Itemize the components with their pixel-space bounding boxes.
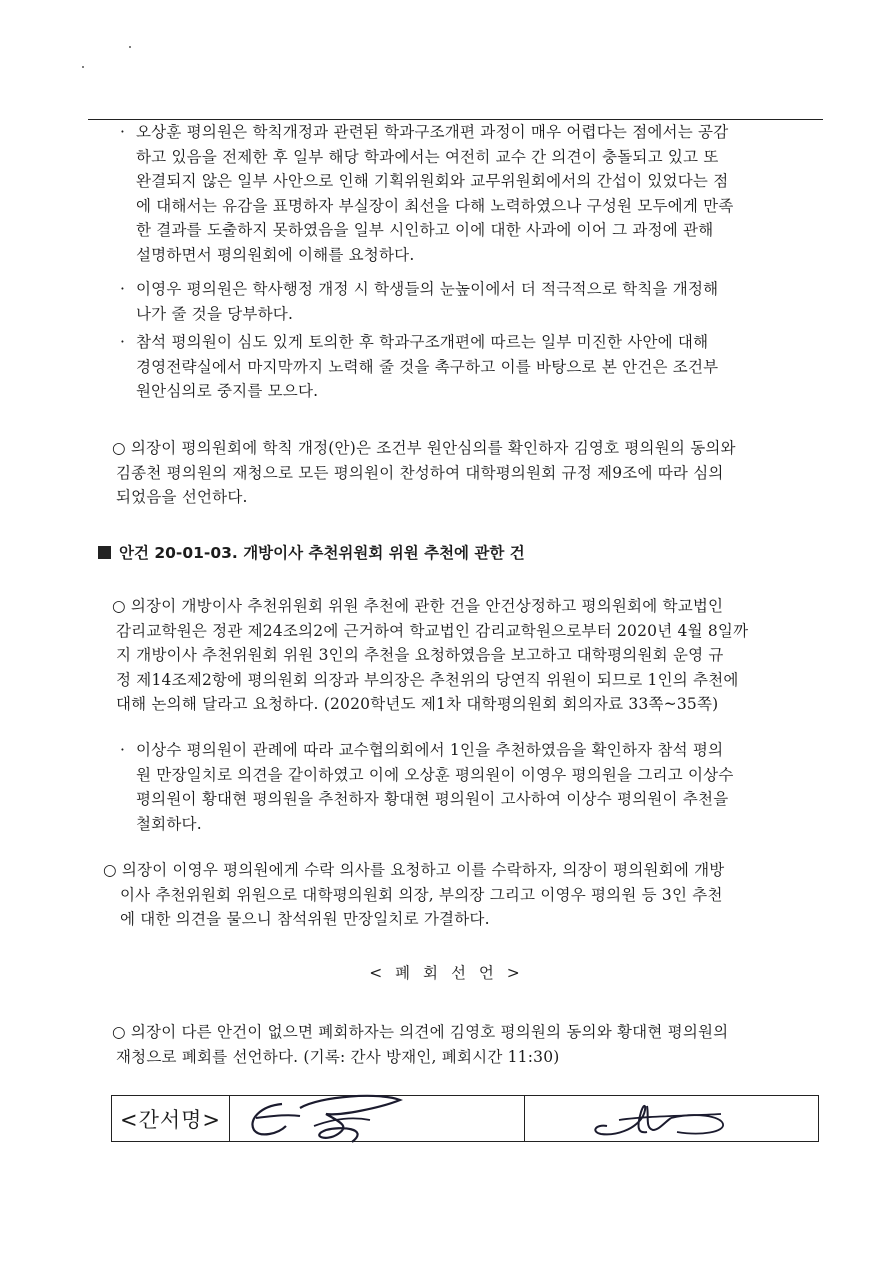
signature-box (111, 1095, 819, 1142)
text-line: 감리교학원은 정관 제24조의2에 근거하여 학교법인 감리교학원으로부터 2020년 4월 8일까 (116, 621, 749, 640)
bullet-paragraph (120, 120, 734, 267)
circle-paragraph (112, 1020, 728, 1069)
text-line: 에 대해서는 유감을 표명하자 부실장이 최선을 다해 노력하였으나 구성원 모두에게 만족 (136, 196, 734, 215)
bullet-mark: · (120, 123, 126, 141)
text-line: 지 개방이사 추천위원회 위원 3인의 추천을 요청하였음을 보고하고 대학평의원회 운영 규 (116, 646, 724, 664)
bullet-paragraph (120, 277, 719, 326)
text-line: 재청으로 폐회를 선언하다. (기록: 간사 방재인, 폐회시간 11:30) (116, 1047, 560, 1066)
text-line: 설명하면서 평의원회에 이해를 요청하다. (136, 245, 415, 264)
agenda-heading (98, 542, 525, 564)
handwritten-signature-1 (230, 1086, 520, 1146)
text-line: 되었음을 선언하다. (116, 488, 248, 506)
circle-paragraph (112, 436, 736, 510)
text-line: ○ 의장이 다른 안건이 없으면 폐회하자는 의견에 김영호 평의원의 동의와 황대현 평의원의 (112, 1023, 729, 1041)
signature-cell-1 (230, 1096, 524, 1141)
text-line: 나가 줄 것을 당부하다. (136, 304, 294, 323)
square-bullet-icon (98, 546, 111, 559)
text-line: 대해 논의해 달라고 요청하다. (2020학년도 제1차 대학평의원회 회의자료 33쪽~35쪽) (116, 695, 719, 713)
text-line: 평의원이 황대현 평의원을 추천하자 황대현 평의원이 고사하여 이상수 평의원이 추천을 (136, 790, 729, 808)
text-line: 참석 평의원이 심도 있게 토의한 후 학과구조개편에 따르는 일부 미진한 사안에 대해 (136, 333, 709, 351)
text-line: 이영우 평의원은 학사행정 개정 시 학생들의 눈높이에서 더 적극적으로 학칙을 개정해 (136, 280, 719, 298)
circle-paragraph (103, 858, 724, 932)
signature-cell-2 (524, 1096, 819, 1141)
signature-label: <간서명> (112, 1096, 230, 1141)
bullet-mark: · (120, 741, 126, 759)
text-line: 김종천 평의원의 재청으로 모든 평의원이 찬성하여 대학평의원회 규정 제9조에 따라 심의 (116, 463, 724, 482)
text-line: 한 결과를 도출하지 못하였음을 일부 시인하고 이에 대한 사과에 이어 그 과정에 관해 (136, 221, 714, 239)
closing-title: < 폐 회 선 언 > (369, 964, 524, 982)
text-line: 원안심의로 중지를 모으다. (136, 382, 319, 400)
text-line: 오상훈 평의원은 학칙개정과 관련된 학과구조개편 과정이 매우 어렵다는 점에서는 공감 (136, 123, 729, 141)
text-line: 이사 추천위원회 위원으로 대학평의원회 의장, 부의장 그리고 이영우 평의원 등 3인 추천 (120, 885, 723, 904)
text-line: 경영전략실에서 마지막까지 노력해 줄 것을 촉구하고 이를 바탕으로 본 안건은 조건부 (136, 357, 719, 376)
handwritten-signature-2 (525, 1086, 815, 1146)
bullet-mark: · (120, 280, 126, 298)
bullet-paragraph (120, 738, 734, 836)
bullet-paragraph (120, 330, 719, 404)
text-line: 에 대한 의견을 물으니 참석위원 만장일치로 가결하다. (120, 910, 490, 928)
agenda-heading-text: 안건 20-01-03. 개방이사 추천위원회 위원 추천에 관한 건 (119, 544, 525, 562)
bullet-mark: · (120, 333, 126, 351)
text-line: ○ 의장이 평의원회에 학칙 개정(안)은 조건부 원안심의를 확인하자 김영호 평의원의 동의와 (112, 439, 736, 457)
scan-speck (129, 46, 131, 48)
text-line: 원 만장일치로 의견을 같이하였고 이에 오상훈 평의원이 이영우 평의원을 그리고 이상수 (136, 765, 734, 784)
text-line: 철회하다. (136, 814, 202, 833)
text-line: 정 제14조제2항에 평의원회 의장과 부의장은 추천위의 당연직 위원이 되므로 1인의 추천에 (116, 670, 739, 689)
text-line: ○ 의장이 이영우 평의원에게 수락 의사를 요청하고 이를 수락하자, 의장이 평의원회에 개방 (103, 861, 725, 879)
scan-speck (82, 66, 84, 68)
text-line: 하고 있음을 전제한 후 일부 해당 학과에서는 여전히 교수 간 의견이 충돌되고 있고 또 (136, 147, 719, 166)
circle-paragraph (112, 594, 748, 717)
text-line: 이상수 평의원이 관례에 따라 교수협의회에서 1인을 추천하였음을 확인하자 참석 평의 (136, 741, 724, 759)
text-line: ○ 의장이 개방이사 추천위원회 위원 추천에 관한 건을 안건상정하고 평의원회에 학교법인 (112, 597, 724, 615)
text-line: 완결되지 않은 일부 사안으로 인해 기획위원회와 교무위원회에서의 간섭이 있었다는 점 (136, 172, 729, 190)
